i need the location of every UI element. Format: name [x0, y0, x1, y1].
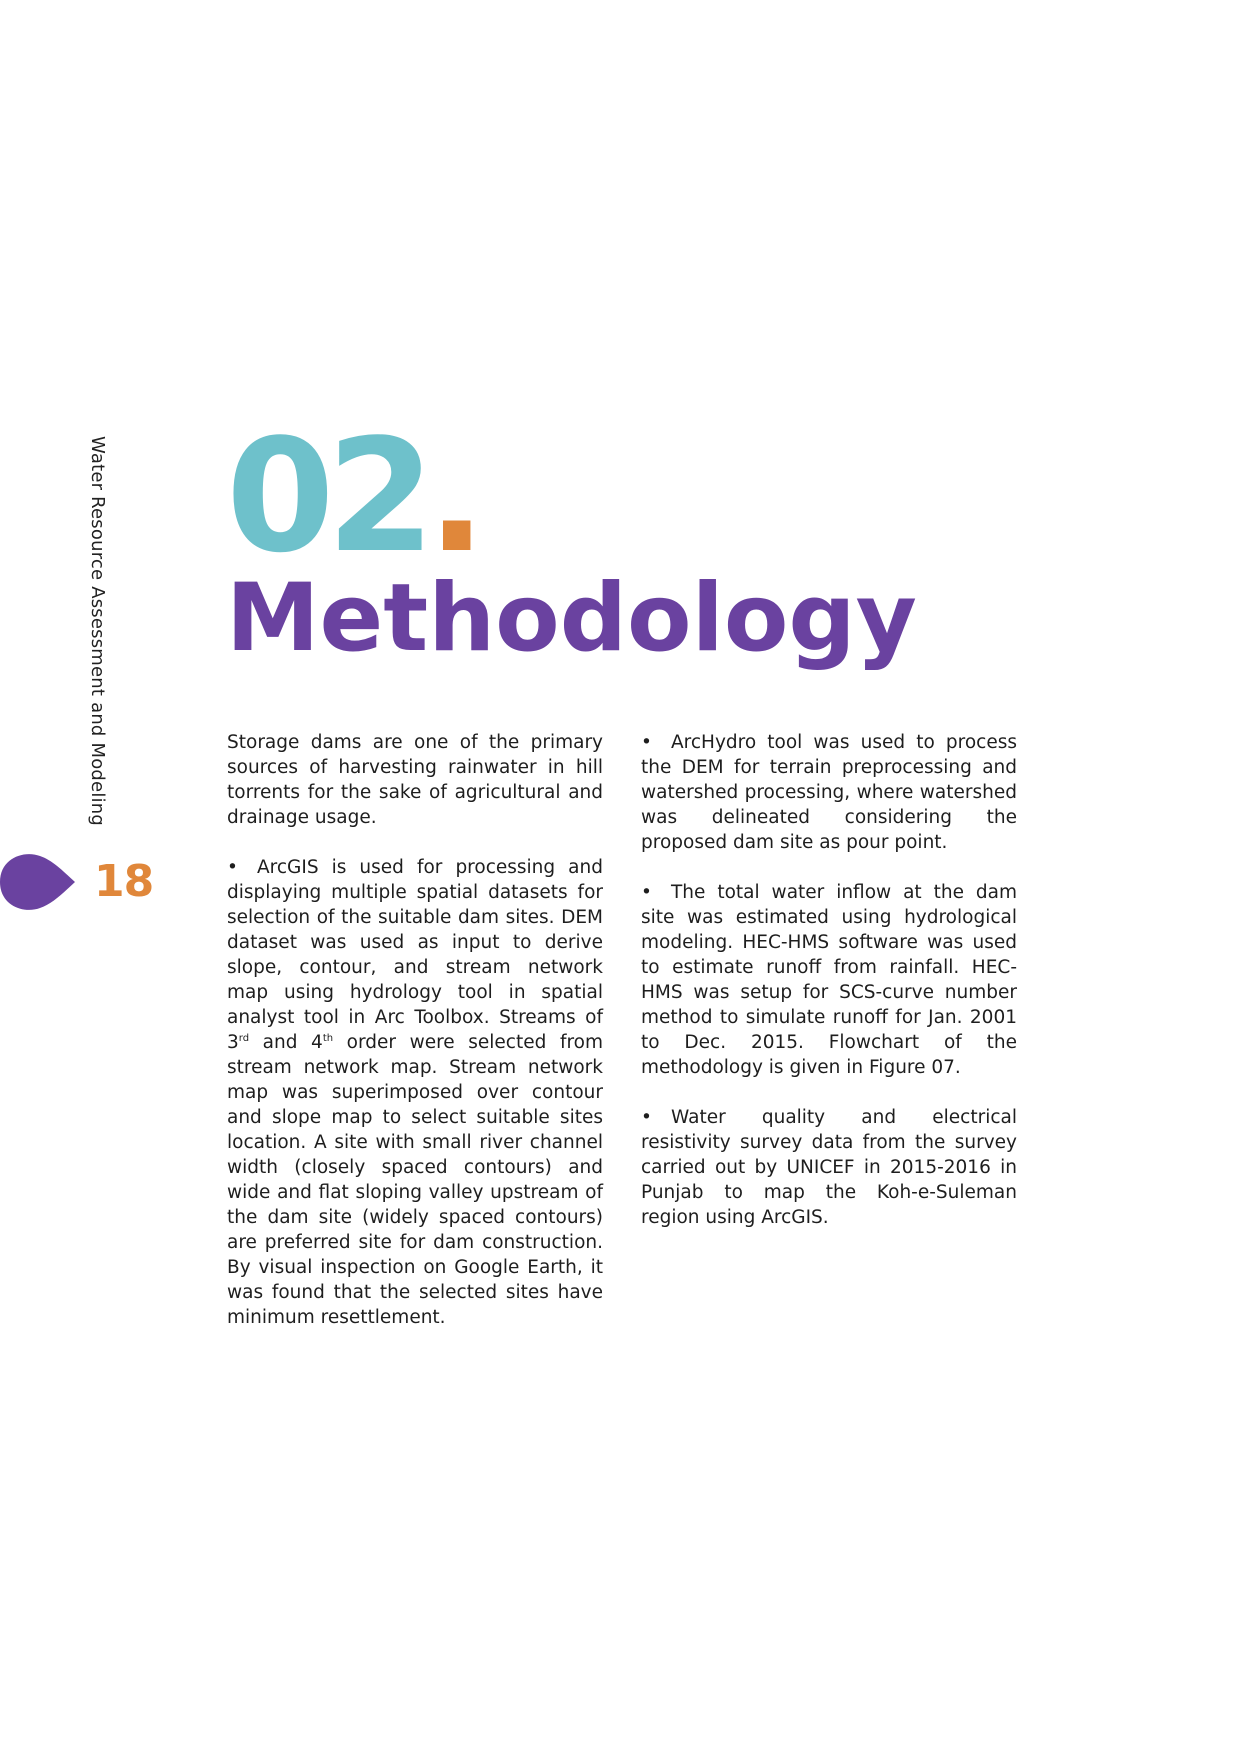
bullet-water-quality: [641, 1105, 1017, 1230]
bullet-arcgis: [227, 855, 603, 1330]
bullet-mark: •: [641, 1107, 652, 1128]
bullet-mark: •: [641, 732, 652, 753]
bullet-archydro-text: ArcHydro tool was used to process the DEM for terrain preprocessing and watershed processing, where watershed was delineated considering the proposed dam site as pour point.: [641, 732, 1017, 853]
page-number: 18: [94, 856, 154, 907]
bullet-arcgis-text-c: order were selected from stream network map. Stream network map was superimposed over contour and slope map to select suitable sites location. A site with small river channel width (closely spaced contours) and wide and flat sloping valley upstream of the dam site (widely spaced contours) are preferred site for dam construction. By visual inspection on Google Earth, it was found that the selected sites have minimum resettlement.: [227, 1032, 603, 1328]
right-column: [641, 730, 1017, 1255]
left-column: [227, 730, 603, 1355]
intro-paragraph: Storage dams are one of the primary sources of harvesting rainwater in hill torrents for the sake of agricultural and drainage usage.: [227, 732, 603, 828]
bullet-mark: •: [641, 882, 652, 903]
purple-drop-icon: [0, 850, 75, 914]
bullet-water-inflow-text: The total water inflow at the dam site was estimated using hydrological modeling. HEC-HMS software was used to estimate runoff from rainfall. HEC-HMS was setup for SCS-curve number method to simulate runoff for Jan. 2001 to Dec. 2015. Flowchart of the methodology is given in Figure 07.: [641, 882, 1017, 1078]
running-title: Water Resource Assessment and Modeling: [87, 436, 108, 826]
superscript-rd: rd: [238, 1032, 250, 1044]
bullet-mark: •: [227, 857, 238, 878]
bullet-archydro: [641, 730, 1017, 855]
bullet-arcgis-text-b: and 4: [249, 1032, 323, 1053]
bullet-water-quality-text: Water quality and electrical resistivity survey data from the survey carried out by UNICEF in 2015-2016 in Punjab to map the Koh-e-Suleman region using ArcGIS.: [641, 1107, 1017, 1228]
bullet-arcgis-text-a: ArcGIS is used for processing and displaying multiple spatial datasets for selection of the suitable dam sites. DEM dataset was used as input to derive slope, contour, and stream network map using hydrology tool in spatial analyst tool in Arc Toolbox. Streams of 3: [227, 857, 603, 1053]
superscript-th: th: [322, 1032, 334, 1044]
chapter-title: Methodology: [226, 564, 917, 673]
chapter-number: [226, 405, 487, 587]
chapter-number-digits: 02: [226, 405, 428, 587]
bullet-water-inflow: [641, 880, 1017, 1080]
chapter-dot: .: [427, 405, 487, 587]
